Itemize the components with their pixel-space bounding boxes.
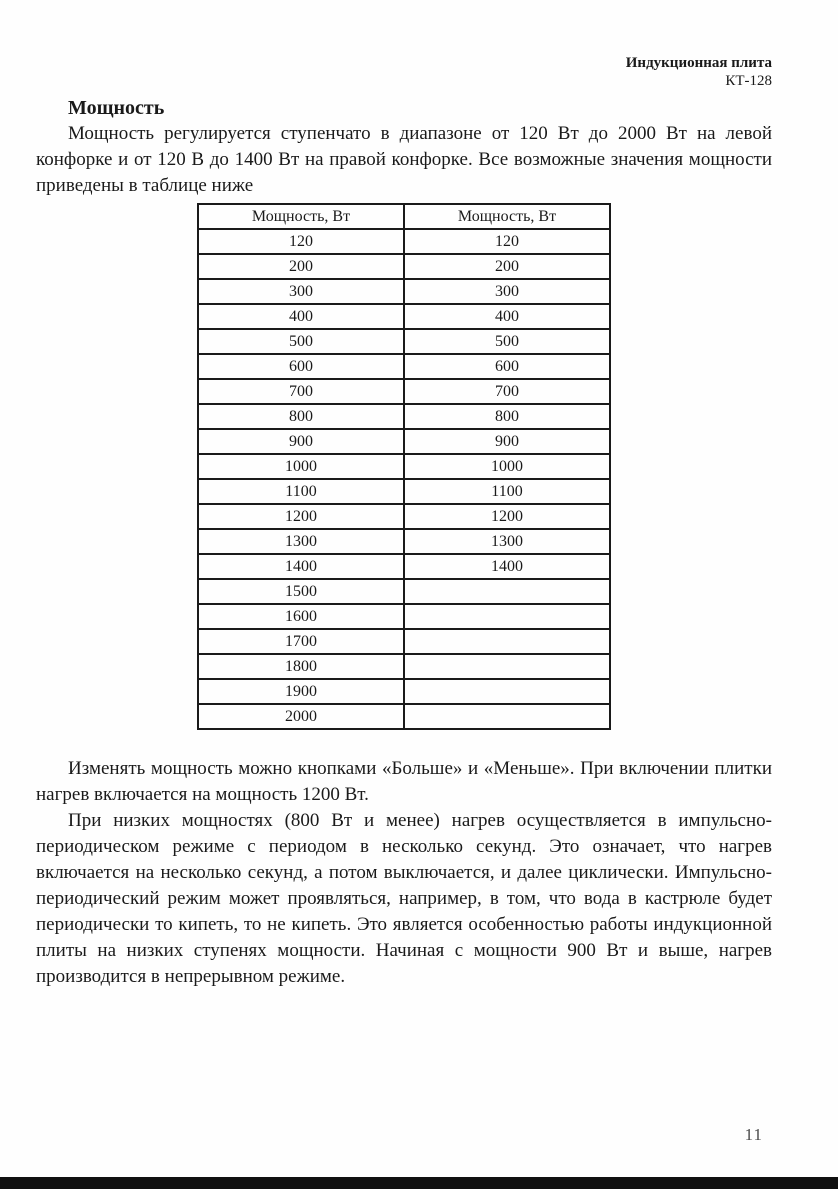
table-row <box>198 554 610 579</box>
table-header-cell-left: Мощность, Вт <box>198 204 404 229</box>
table-row <box>198 279 610 304</box>
table-cell: 1200 <box>198 504 404 529</box>
scan-edge-bar <box>0 1177 838 1189</box>
table-cell <box>404 629 610 654</box>
table-row <box>198 629 610 654</box>
table-cell: 1100 <box>198 479 404 504</box>
table-row <box>198 379 610 404</box>
table-row <box>198 454 610 479</box>
table-cell: 500 <box>404 329 610 354</box>
table-row <box>198 604 610 629</box>
table-cell <box>404 579 610 604</box>
paragraph-change-power: Изменять мощность можно кнопками «Больше» и «Меньше». При включении плитки нагрев включается на мощность 1200 Вт. <box>36 758 772 805</box>
table-row <box>198 479 610 504</box>
section-title: Мощность <box>68 97 165 119</box>
table-cell: 1800 <box>198 654 404 679</box>
header-product-name: Индукционная плита <box>625 55 772 71</box>
table-cell: 1400 <box>404 554 610 579</box>
table-row <box>198 529 610 554</box>
table-row <box>198 304 610 329</box>
paragraph-pulse-mode: При низких мощностях (800 Вт и менее) нагрев осуществляется в импульсно-периодическом режиме с периодом в несколько секунд. Это означает, что нагрев включается на несколько секунд, а потом выключается, и далее циклически. Импульсно-периодический режим может проявляться, например, в том, что вода в кастрюле будет периодически то кипеть, то не кипеть. Это является особенностью работы индукционной плиты на низких ступенях мощности. Начиная с мощности 900 Вт и выше, нагрев производится в непрерывном режиме. <box>36 810 772 987</box>
table-row <box>198 354 610 379</box>
table-cell: 200 <box>404 254 610 279</box>
table-row <box>198 229 610 254</box>
table-cell: 200 <box>198 254 404 279</box>
table-cell: 700 <box>404 379 610 404</box>
table-cell: 600 <box>198 354 404 379</box>
table-cell <box>404 604 610 629</box>
table-cell: 1300 <box>404 529 610 554</box>
table-cell: 600 <box>404 354 610 379</box>
table-row <box>198 254 610 279</box>
table-cell: 1600 <box>198 604 404 629</box>
paragraph-power-range: Мощность регулируется ступенчато в диапазоне от 120 Вт до 2000 Вт на левой конфорке и от 120 В до 1400 Вт на правой конфорке. Все возможные значения мощности приведены в таблице ниже <box>36 123 772 196</box>
table-cell: 900 <box>198 429 404 454</box>
document-header <box>36 0 772 90</box>
table-row <box>198 404 610 429</box>
table-cell: 800 <box>198 404 404 429</box>
table-row <box>198 504 610 529</box>
table-cell: 700 <box>198 379 404 404</box>
table-cell: 120 <box>404 229 610 254</box>
power-table-head <box>198 204 610 229</box>
table-row <box>198 579 610 604</box>
table-cell: 1500 <box>198 579 404 604</box>
table-cell: 1200 <box>404 504 610 529</box>
table-row <box>198 679 610 704</box>
power-table <box>197 203 611 730</box>
table-cell: 1700 <box>198 629 404 654</box>
table-row <box>198 704 610 729</box>
table-cell: 1400 <box>198 554 404 579</box>
table-cell: 400 <box>198 304 404 329</box>
table-cell: 1000 <box>198 454 404 479</box>
table-cell: 300 <box>198 279 404 304</box>
table-row <box>198 654 610 679</box>
page-number: 11 <box>744 1125 763 1144</box>
table-header-row <box>198 204 610 229</box>
table-cell: 2000 <box>198 704 404 729</box>
table-cell <box>404 704 610 729</box>
table-cell: 120 <box>198 229 404 254</box>
table-cell <box>404 654 610 679</box>
table-header-cell-right: Мощность, Вт <box>404 204 610 229</box>
table-cell: 1100 <box>404 479 610 504</box>
table-cell: 300 <box>404 279 610 304</box>
table-cell: 1000 <box>404 454 610 479</box>
table-cell: 1300 <box>198 529 404 554</box>
table-row <box>198 429 610 454</box>
table-cell: 500 <box>198 329 404 354</box>
table-cell: 1900 <box>198 679 404 704</box>
power-table-body <box>198 229 610 729</box>
table-cell: 800 <box>404 404 610 429</box>
table-cell <box>404 679 610 704</box>
table-cell: 400 <box>404 304 610 329</box>
table-row <box>198 329 610 354</box>
header-model-number: КТ-128 <box>725 73 772 89</box>
table-cell: 900 <box>404 429 610 454</box>
